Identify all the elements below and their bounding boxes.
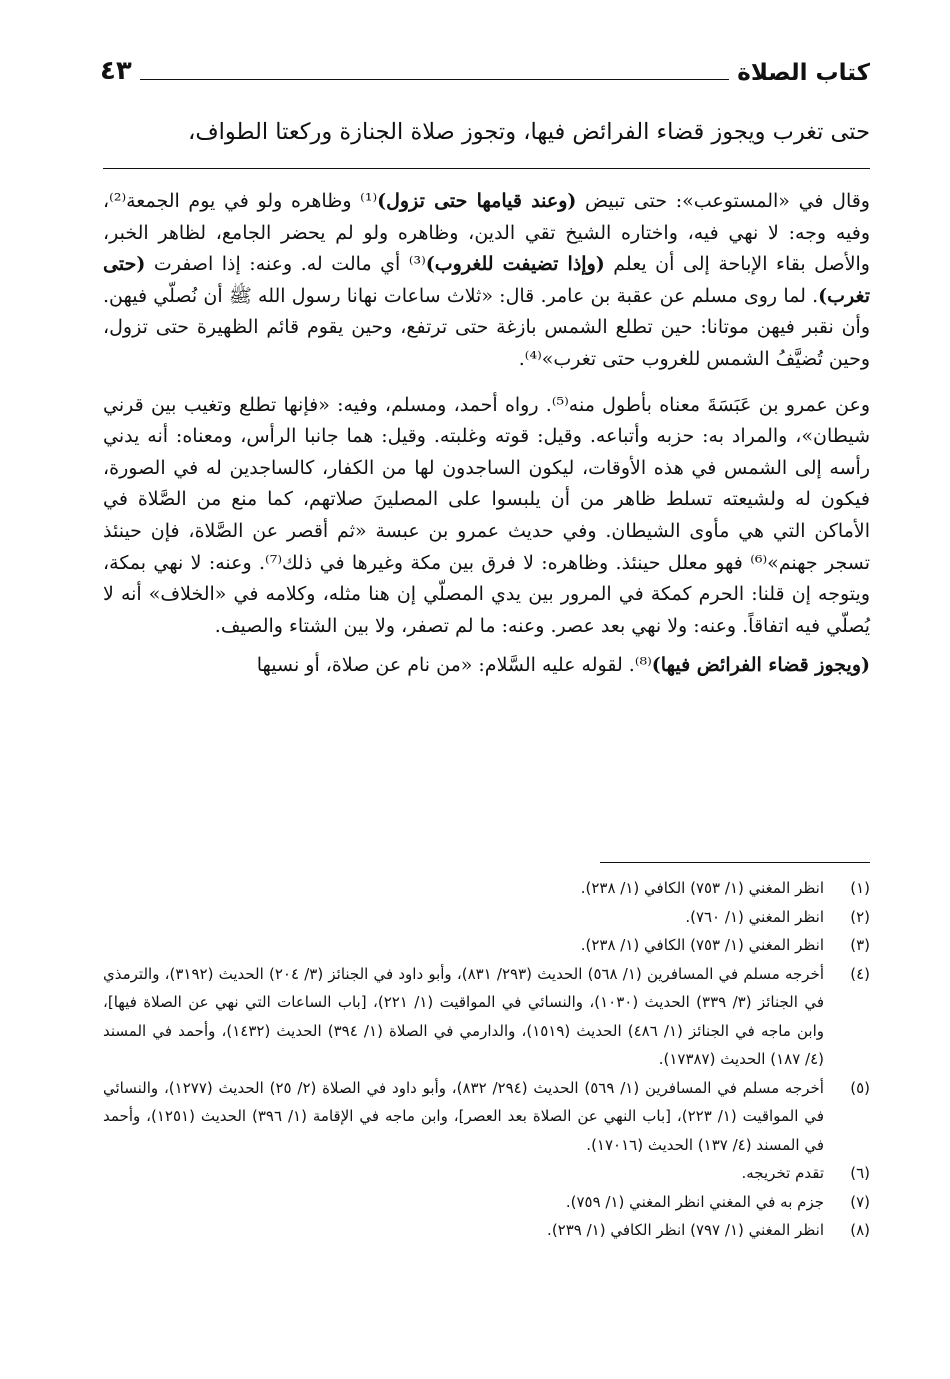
footnote-divider: [600, 862, 870, 863]
footnote-item: [103, 960, 870, 1074]
footnote-item: [103, 903, 870, 932]
header-rule: [140, 79, 730, 80]
paragraph-3-text: ⁽⁸⁾. لقوله عليه السَّلام: «من نام عن صلاة، أو نسيها: [256, 654, 652, 677]
matn-text: حتى تغرب ويجوز قضاء الفرائض فيها، وتجوز صلاة الجنازة وركعتا الطواف،: [188, 119, 870, 145]
paragraph-1-text: . لما روى مسلم عن عقبة بن عامر. قال: «ثلاث ساعات نهانا رسول الله ﷺ أن نُصلّي فيهن. وأن نقبر فيهن موتانا: حين تطلع الشمس بازغة حتى ترتفع، وحين يقوم قائم الظهيرة حتى تزول، وحين تُضيَّفُ الشمس للغروب حتى تغرب»⁽⁴⁾.: [103, 284, 870, 370]
footnote-item: [103, 1216, 870, 1245]
page-header: [100, 50, 870, 86]
footnote-number: (٢): [850, 907, 870, 926]
footnote-text: جزم به في المغني انظر المغني (١/ ٧٥٩).: [565, 1192, 824, 1211]
footnote-text: أخرجه مسلم في المسافرين (١/ ٥٦٩) الحديث (٢٩٤/ ٨٣٢)، وأبو داود في الصلاة (٢/ ٢٥) الحديث (١٢٧٧)، والنسائي في المواقيت (١/ ٢٢٣)، [باب النهي عن الصلاة بعد العصر]، وابن ماجه في الإقامة (١/ ٣٩٦) الحديث (١٢٥١)، وأحمد في المسند (٤/ ١٣٧) الحديث (١٧٠١٦).: [103, 1078, 824, 1154]
footnote-number: (٧): [850, 1192, 870, 1211]
footnote-number: (٣): [850, 936, 870, 954]
running-title: كتاب الصلاة: [737, 60, 870, 86]
footnote-text: انظر المغني (١/ ٧٦٠).: [685, 907, 824, 926]
footnote-text: تقدم تخريجه.: [741, 1164, 824, 1182]
footnote-item: [103, 1188, 870, 1217]
footnote-item: [103, 874, 870, 903]
footnote-text: انظر المغني (١/ ٧٥٣) الكافي (١/ ٢٣٨).: [580, 879, 824, 897]
footnote-number: (٤): [850, 964, 870, 983]
page-number: ٤٣: [100, 56, 132, 86]
footnote-text: انظر المغني (١/ ٧٩٧) انظر الكافي (١/ ٢٣٩).: [547, 1221, 824, 1239]
footnote-item: [103, 931, 870, 960]
footnote-item: [103, 1074, 870, 1160]
footnote-item: [103, 1159, 870, 1188]
footnote-number: (٨): [850, 1221, 870, 1239]
paragraph-1-text: ⁽³⁾ أي مالت له. وعنه: إذا اصفرت: [145, 253, 426, 276]
matn-quote-3: (حتى تغرب): [103, 253, 870, 307]
matn-quote-1: (وعند قيامها حتى تزول): [377, 190, 577, 212]
matn-quote-4: (ويجوز قضاء الفرائض فيها): [651, 654, 870, 677]
footnote-text: انظر المغني (١/ ٧٥٣) الكافي (١/ ٢٣٨).: [580, 936, 824, 954]
footnotes: [103, 874, 870, 1245]
matn-divider: [103, 168, 870, 169]
footnote-number: (٥): [850, 1078, 870, 1097]
paragraph-2: وعن عمرو بن عَبَسَةَ معناه بأطول منه⁽⁵⁾. رواه أحمد، ومسلم، وفيه: «فإنها تطلع وتغيب بين قرني شيطان»، والمراد به: حزبه وأتباعه. وقيل: قوته وغلبته. وقيل: هما جانبا الرأس، ومعناه: أنه يدني رأسه إلى الشمس في هذه الأوقات، ليكون الساجدون لها من الكفار، كالساجدين له في الصورة، فيكون له ولشيعته تسلط ظاهر من أن يلبسوا على المصلينَ صلاتهم، كما منع من الصَّلاة في الأماكن التي هي مأوى الشيطان. وفي حديث عمرو بن عبسة «ثم أقصر عن الصَّلاة، فإن حينئذ تسجر جهنم»⁽⁶⁾ فهو معلل حينئذ. وظاهره: لا فرق بين مكة وغيرها في ذلك⁽⁷⁾. وعنه: لا نهي بمكة، ويتوجه إن قلنا: الحرم كمكة في المرور بين يدي المصلّي إن هنا مثله، وكلامه في «الخلاف» أنه لا يُصلّي فيه اتفاقاً. وعنه: ولا نهي بعد عصر. وعنه: ما لم تصفر، ولا بين الشتاء والصيف.: [103, 393, 871, 637]
matn-quote-2: (وإذا تضيفت للغروب): [425, 253, 605, 276]
paragraph-1-text: ⁽¹⁾ وظاهره ولو في يوم الجمعة⁽²⁾، وفيه وجه: لا نهي فيه، واختاره الشيخ تقي الدين، وظاهره ولو لم يحضر الجامع، لظاهر الخبر، والأصل بقاء الإباحة إلى أن يعلم: [103, 190, 870, 276]
paragraph-1: [103, 186, 870, 376]
footnote-number: (١): [850, 879, 870, 897]
paragraph-1-text: وقال في «المستوعب»: حتى تبيض: [576, 190, 870, 212]
commentary-body: [103, 186, 870, 682]
footnote-text: أخرجه مسلم في المسافرين (١/ ٥٦٨) الحديث (٢٩٣/ ٨٣١)، وأبو داود في الجنائز (٣/ ٢٠٤) الحديث (٣١٩٢)، والترمذي في الجنائز (٣/ ٣٣٩) الحديث (١٠٣٠)، والنسائي في المواقيت (١/ ٢٢١)، [باب الساعات التي نهي عن الصلاة فيها]، وابن ماجه في الجنائز (١/ ٤٨٦) الحديث (١٥١٩)، والدارمي في الصلاة (١/ ٣٩٤) الحديث (١٤٣٢)، وأحمد في المسند (٤/ ١٨٧) الحديث (١٧٣٨٧).: [103, 964, 825, 1068]
paragraph-3: [103, 650, 870, 682]
footnote-number: (٦): [850, 1164, 870, 1182]
